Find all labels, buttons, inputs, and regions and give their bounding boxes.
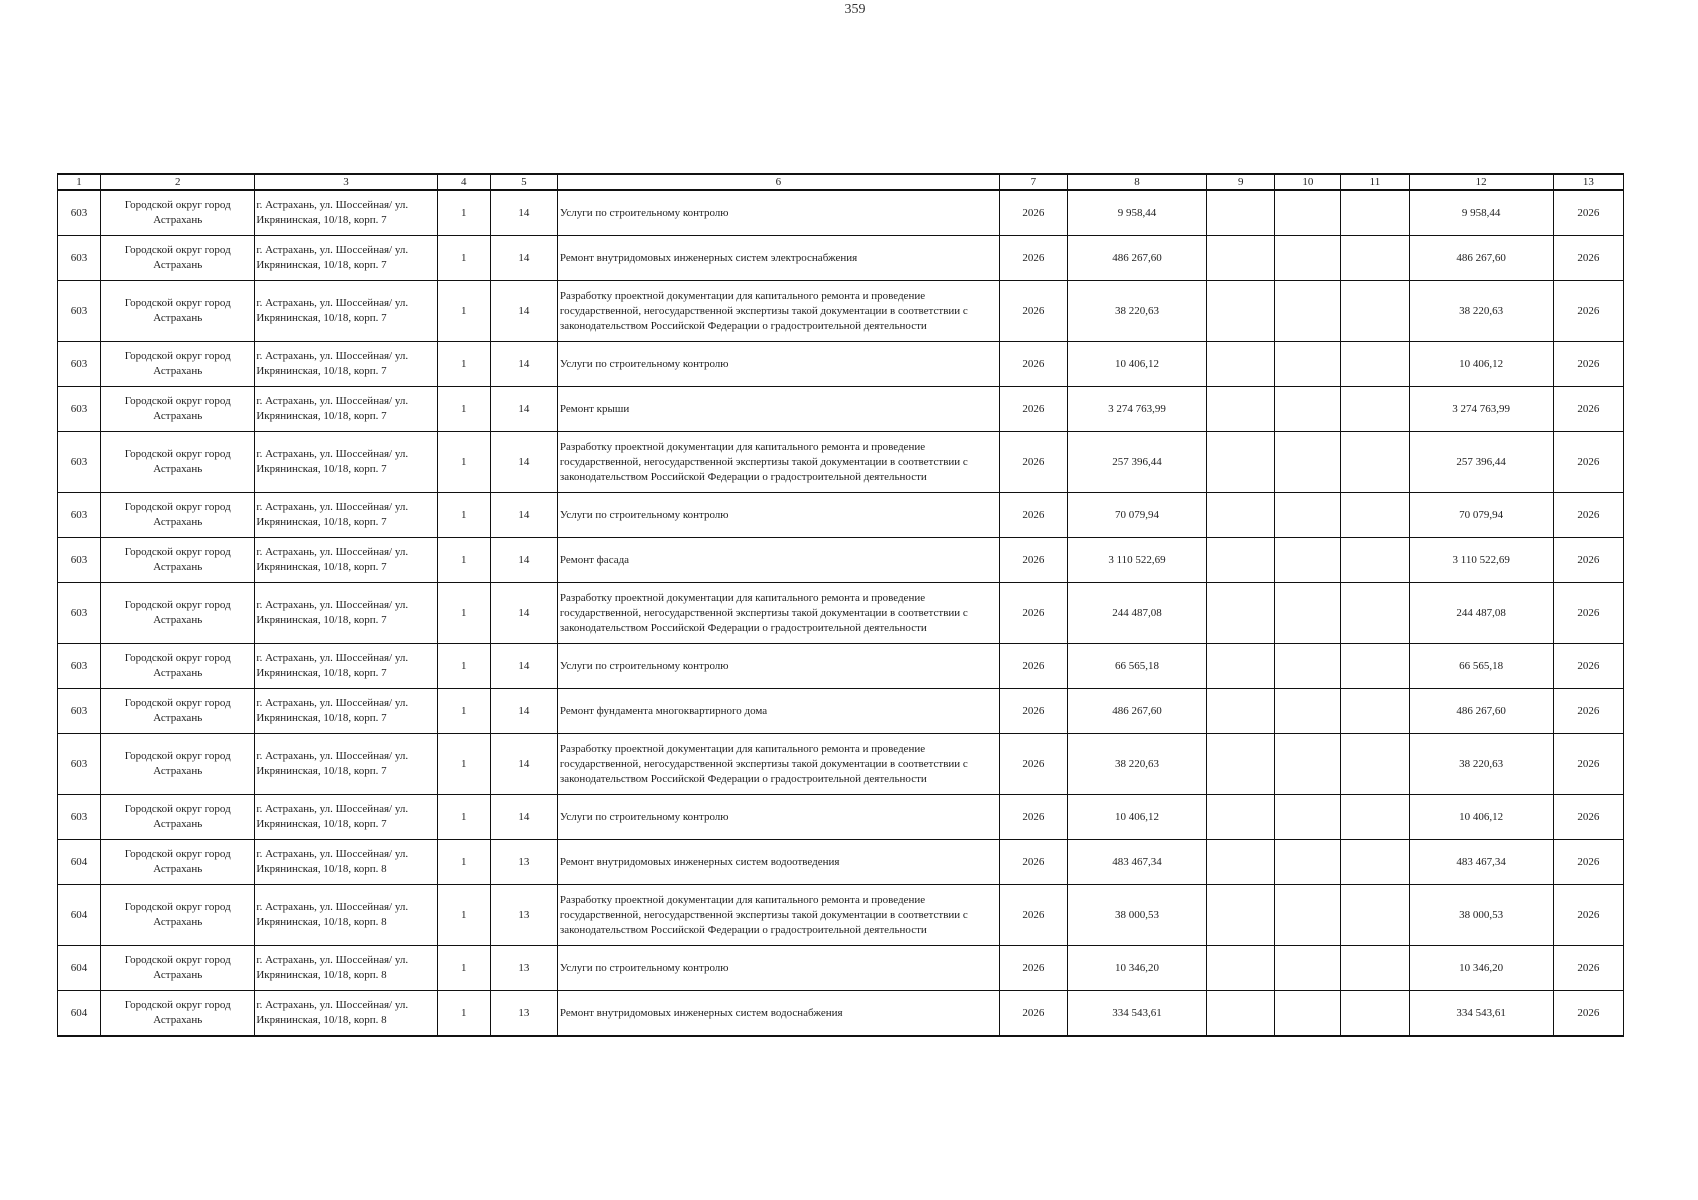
cell-col-8: 9 958,44 [1067, 190, 1206, 236]
cell-col-8: 244 487,08 [1067, 583, 1206, 644]
cell-col-1: 603 [58, 432, 101, 493]
cell-col-10 [1275, 538, 1341, 583]
cell-col-10 [1275, 885, 1341, 946]
table-row [58, 946, 1624, 991]
cell-col-9 [1207, 387, 1275, 432]
cell-col-1: 603 [58, 689, 101, 734]
cell-col-4: 1 [437, 795, 490, 840]
cell-col-7: 2026 [999, 689, 1067, 734]
cell-col-11 [1341, 538, 1409, 583]
cell-col-6: Ремонт фундамента многоквартирного дома [557, 689, 999, 734]
cell-col-7: 2026 [999, 236, 1067, 281]
table-row [58, 840, 1624, 885]
cell-col-6: Ремонт внутридомовых инженерных систем электроснабжения [557, 236, 999, 281]
cell-col-3: г. Астрахань, ул. Шоссейная/ ул. Икрянинская, 10/18, корп. 7 [255, 538, 437, 583]
cell-col-5: 14 [490, 795, 557, 840]
cell-col-4: 1 [437, 387, 490, 432]
cell-col-3: г. Астрахань, ул. Шоссейная/ ул. Икрянинская, 10/18, корп. 8 [255, 946, 437, 991]
cell-col-2: Городской округ город Астрахань [101, 493, 255, 538]
cell-col-9 [1207, 991, 1275, 1037]
cell-col-4: 1 [437, 689, 490, 734]
data-table [57, 173, 1624, 1037]
cell-col-3: г. Астрахань, ул. Шоссейная/ ул. Икрянинская, 10/18, корп. 7 [255, 583, 437, 644]
cell-col-6: Разработку проектной документации для капитального ремонта и проведение государственной, негосударственной экспертизы такой документации в соответствии с законодательством Российской Федерации о градостроительной деятельности [557, 432, 999, 493]
cell-col-10 [1275, 946, 1341, 991]
table-row [58, 190, 1624, 236]
cell-col-4: 1 [437, 644, 490, 689]
cell-col-12: 257 396,44 [1409, 432, 1553, 493]
cell-col-3: г. Астрахань, ул. Шоссейная/ ул. Икрянинская, 10/18, корп. 7 [255, 387, 437, 432]
cell-col-3: г. Астрахань, ул. Шоссейная/ ул. Икрянинская, 10/18, корп. 7 [255, 432, 437, 493]
table-row [58, 885, 1624, 946]
cell-col-7: 2026 [999, 387, 1067, 432]
column-header-4: 4 [437, 174, 490, 190]
cell-col-5: 14 [490, 734, 557, 795]
cell-col-1: 603 [58, 583, 101, 644]
cell-col-6: Услуги по строительному контролю [557, 644, 999, 689]
cell-col-10 [1275, 190, 1341, 236]
cell-col-5: 14 [490, 236, 557, 281]
cell-col-11 [1341, 342, 1409, 387]
cell-col-13: 2026 [1553, 281, 1623, 342]
cell-col-2: Городской округ город Астрахань [101, 342, 255, 387]
cell-col-10 [1275, 493, 1341, 538]
cell-col-8: 483 467,34 [1067, 840, 1206, 885]
table-container [57, 173, 1624, 1037]
cell-col-4: 1 [437, 885, 490, 946]
cell-col-8: 38 220,63 [1067, 281, 1206, 342]
cell-col-3: г. Астрахань, ул. Шоссейная/ ул. Икрянинская, 10/18, корп. 8 [255, 840, 437, 885]
column-header-7: 7 [999, 174, 1067, 190]
cell-col-13: 2026 [1553, 190, 1623, 236]
cell-col-5: 14 [490, 190, 557, 236]
cell-col-1: 603 [58, 538, 101, 583]
cell-col-2: Городской округ город Астрахань [101, 281, 255, 342]
cell-col-2: Городской округ город Астрахань [101, 885, 255, 946]
cell-col-11 [1341, 840, 1409, 885]
cell-col-13: 2026 [1553, 538, 1623, 583]
cell-col-12: 3 274 763,99 [1409, 387, 1553, 432]
cell-col-4: 1 [437, 538, 490, 583]
cell-col-3: г. Астрахань, ул. Шоссейная/ ул. Икрянинская, 10/18, корп. 7 [255, 281, 437, 342]
cell-col-7: 2026 [999, 991, 1067, 1037]
cell-col-11 [1341, 236, 1409, 281]
cell-col-9 [1207, 885, 1275, 946]
cell-col-12: 66 565,18 [1409, 644, 1553, 689]
cell-col-7: 2026 [999, 493, 1067, 538]
cell-col-7: 2026 [999, 432, 1067, 493]
cell-col-11 [1341, 946, 1409, 991]
cell-col-13: 2026 [1553, 734, 1623, 795]
cell-col-10 [1275, 734, 1341, 795]
cell-col-6: Разработку проектной документации для капитального ремонта и проведение государственной, негосударственной экспертизы такой документации в соответствии с законодательством Российской Федерации о градостроительной деятельности [557, 885, 999, 946]
column-header-13: 13 [1553, 174, 1623, 190]
cell-col-5: 13 [490, 840, 557, 885]
cell-col-5: 13 [490, 991, 557, 1037]
table-row [58, 281, 1624, 342]
cell-col-4: 1 [437, 493, 490, 538]
cell-col-10 [1275, 840, 1341, 885]
cell-col-8: 10 346,20 [1067, 946, 1206, 991]
cell-col-7: 2026 [999, 583, 1067, 644]
cell-col-8: 70 079,94 [1067, 493, 1206, 538]
cell-col-11 [1341, 432, 1409, 493]
cell-col-7: 2026 [999, 734, 1067, 795]
cell-col-3: г. Астрахань, ул. Шоссейная/ ул. Икрянинская, 10/18, корп. 7 [255, 644, 437, 689]
cell-col-11 [1341, 734, 1409, 795]
cell-col-9 [1207, 281, 1275, 342]
cell-col-5: 14 [490, 689, 557, 734]
cell-col-8: 257 396,44 [1067, 432, 1206, 493]
cell-col-10 [1275, 991, 1341, 1037]
cell-col-2: Городской округ город Астрахань [101, 538, 255, 583]
cell-col-13: 2026 [1553, 432, 1623, 493]
cell-col-12: 9 958,44 [1409, 190, 1553, 236]
table-body [58, 190, 1624, 1036]
cell-col-8: 3 110 522,69 [1067, 538, 1206, 583]
cell-col-10 [1275, 387, 1341, 432]
cell-col-1: 603 [58, 342, 101, 387]
cell-col-13: 2026 [1553, 689, 1623, 734]
cell-col-13: 2026 [1553, 493, 1623, 538]
column-header-6: 6 [557, 174, 999, 190]
cell-col-12: 10 406,12 [1409, 795, 1553, 840]
cell-col-7: 2026 [999, 281, 1067, 342]
cell-col-1: 603 [58, 190, 101, 236]
cell-col-12: 70 079,94 [1409, 493, 1553, 538]
column-header-5: 5 [490, 174, 557, 190]
cell-col-9 [1207, 734, 1275, 795]
cell-col-9 [1207, 946, 1275, 991]
cell-col-13: 2026 [1553, 644, 1623, 689]
cell-col-7: 2026 [999, 885, 1067, 946]
cell-col-3: г. Астрахань, ул. Шоссейная/ ул. Икрянинская, 10/18, корп. 8 [255, 885, 437, 946]
cell-col-12: 10 406,12 [1409, 342, 1553, 387]
cell-col-9 [1207, 689, 1275, 734]
cell-col-2: Городской округ город Астрахань [101, 734, 255, 795]
cell-col-1: 603 [58, 493, 101, 538]
cell-col-6: Разработку проектной документации для капитального ремонта и проведение государственной, негосударственной экспертизы такой документации в соответствии с законодательством Российской Федерации о градостроительной деятельности [557, 281, 999, 342]
cell-col-4: 1 [437, 991, 490, 1037]
cell-col-10 [1275, 644, 1341, 689]
cell-col-10 [1275, 795, 1341, 840]
cell-col-13: 2026 [1553, 236, 1623, 281]
cell-col-13: 2026 [1553, 795, 1623, 840]
cell-col-10 [1275, 689, 1341, 734]
cell-col-5: 14 [490, 538, 557, 583]
cell-col-9 [1207, 342, 1275, 387]
cell-col-3: г. Астрахань, ул. Шоссейная/ ул. Икрянинская, 10/18, корп. 7 [255, 734, 437, 795]
cell-col-11 [1341, 991, 1409, 1037]
cell-col-5: 14 [490, 493, 557, 538]
cell-col-3: г. Астрахань, ул. Шоссейная/ ул. Икрянинская, 10/18, корп. 8 [255, 991, 437, 1037]
cell-col-8: 10 406,12 [1067, 342, 1206, 387]
cell-col-9 [1207, 840, 1275, 885]
cell-col-1: 604 [58, 885, 101, 946]
cell-col-8: 486 267,60 [1067, 236, 1206, 281]
cell-col-9 [1207, 432, 1275, 493]
cell-col-8: 10 406,12 [1067, 795, 1206, 840]
table-row [58, 387, 1624, 432]
cell-col-2: Городской округ город Астрахань [101, 946, 255, 991]
cell-col-6: Ремонт крыши [557, 387, 999, 432]
table-row [58, 991, 1624, 1037]
cell-col-12: 486 267,60 [1409, 236, 1553, 281]
cell-col-12: 3 110 522,69 [1409, 538, 1553, 583]
column-header-3: 3 [255, 174, 437, 190]
column-header-8: 8 [1067, 174, 1206, 190]
table-row [58, 583, 1624, 644]
cell-col-5: 13 [490, 946, 557, 991]
column-header-9: 9 [1207, 174, 1275, 190]
cell-col-4: 1 [437, 734, 490, 795]
cell-col-1: 604 [58, 991, 101, 1037]
cell-col-12: 334 543,61 [1409, 991, 1553, 1037]
cell-col-12: 38 000,53 [1409, 885, 1553, 946]
cell-col-10 [1275, 583, 1341, 644]
cell-col-2: Городской округ город Астрахань [101, 991, 255, 1037]
cell-col-9 [1207, 644, 1275, 689]
cell-col-4: 1 [437, 432, 490, 493]
column-header-10: 10 [1275, 174, 1341, 190]
cell-col-13: 2026 [1553, 583, 1623, 644]
cell-col-11 [1341, 190, 1409, 236]
cell-col-11 [1341, 795, 1409, 840]
cell-col-2: Городской округ город Астрахань [101, 583, 255, 644]
cell-col-7: 2026 [999, 538, 1067, 583]
cell-col-6: Услуги по строительному контролю [557, 946, 999, 991]
cell-col-10 [1275, 432, 1341, 493]
cell-col-5: 14 [490, 644, 557, 689]
page-number: 359 [844, 2, 866, 17]
cell-col-6: Ремонт фасада [557, 538, 999, 583]
cell-col-9 [1207, 583, 1275, 644]
cell-col-1: 604 [58, 840, 101, 885]
cell-col-11 [1341, 583, 1409, 644]
cell-col-6: Ремонт внутридомовых инженерных систем водоотведения [557, 840, 999, 885]
cell-col-7: 2026 [999, 190, 1067, 236]
cell-col-4: 1 [437, 190, 490, 236]
cell-col-4: 1 [437, 342, 490, 387]
table-row [58, 689, 1624, 734]
cell-col-13: 2026 [1553, 991, 1623, 1037]
cell-col-2: Городской округ город Астрахань [101, 689, 255, 734]
cell-col-5: 13 [490, 885, 557, 946]
cell-col-3: г. Астрахань, ул. Шоссейная/ ул. Икрянинская, 10/18, корп. 7 [255, 342, 437, 387]
cell-col-9 [1207, 493, 1275, 538]
cell-col-2: Городской округ город Астрахань [101, 840, 255, 885]
cell-col-5: 14 [490, 342, 557, 387]
table-row [58, 342, 1624, 387]
cell-col-1: 603 [58, 644, 101, 689]
cell-col-10 [1275, 236, 1341, 281]
cell-col-10 [1275, 281, 1341, 342]
column-header-11: 11 [1341, 174, 1409, 190]
table-row [58, 795, 1624, 840]
cell-col-13: 2026 [1553, 387, 1623, 432]
cell-col-8: 38 220,63 [1067, 734, 1206, 795]
cell-col-5: 14 [490, 432, 557, 493]
cell-col-6: Услуги по строительному контролю [557, 795, 999, 840]
cell-col-7: 2026 [999, 840, 1067, 885]
column-header-2: 2 [101, 174, 255, 190]
column-header-12: 12 [1409, 174, 1553, 190]
cell-col-5: 14 [490, 583, 557, 644]
cell-col-12: 10 346,20 [1409, 946, 1553, 991]
cell-col-11 [1341, 885, 1409, 946]
cell-col-4: 1 [437, 583, 490, 644]
cell-col-2: Городской округ город Астрахань [101, 387, 255, 432]
cell-col-6: Разработку проектной документации для капитального ремонта и проведение государственной, негосударственной экспертизы такой документации в соответствии с законодательством Российской Федерации о градостроительной деятельности [557, 583, 999, 644]
table-row [58, 538, 1624, 583]
cell-col-5: 14 [490, 281, 557, 342]
cell-col-7: 2026 [999, 946, 1067, 991]
cell-col-13: 2026 [1553, 946, 1623, 991]
cell-col-8: 334 543,61 [1067, 991, 1206, 1037]
table-row [58, 236, 1624, 281]
cell-col-3: г. Астрахань, ул. Шоссейная/ ул. Икрянинская, 10/18, корп. 7 [255, 236, 437, 281]
cell-col-11 [1341, 493, 1409, 538]
cell-col-5: 14 [490, 387, 557, 432]
cell-col-4: 1 [437, 946, 490, 991]
cell-col-1: 603 [58, 281, 101, 342]
cell-col-8: 486 267,60 [1067, 689, 1206, 734]
cell-col-11 [1341, 689, 1409, 734]
cell-col-12: 486 267,60 [1409, 689, 1553, 734]
cell-col-11 [1341, 281, 1409, 342]
cell-col-1: 603 [58, 734, 101, 795]
cell-col-10 [1275, 342, 1341, 387]
cell-col-3: г. Астрахань, ул. Шоссейная/ ул. Икрянинская, 10/18, корп. 7 [255, 795, 437, 840]
cell-col-3: г. Астрахань, ул. Шоссейная/ ул. Икрянинская, 10/18, корп. 7 [255, 190, 437, 236]
cell-col-6: Ремонт внутридомовых инженерных систем водоснабжения [557, 991, 999, 1037]
table-row [58, 493, 1624, 538]
cell-col-7: 2026 [999, 644, 1067, 689]
cell-col-7: 2026 [999, 342, 1067, 387]
cell-col-2: Городской округ город Астрахань [101, 236, 255, 281]
cell-col-13: 2026 [1553, 840, 1623, 885]
cell-col-9 [1207, 538, 1275, 583]
cell-col-3: г. Астрахань, ул. Шоссейная/ ул. Икрянинская, 10/18, корп. 7 [255, 689, 437, 734]
cell-col-7: 2026 [999, 795, 1067, 840]
cell-col-12: 38 220,63 [1409, 734, 1553, 795]
table-row [58, 644, 1624, 689]
cell-col-4: 1 [437, 236, 490, 281]
cell-col-4: 1 [437, 840, 490, 885]
table-row [58, 432, 1624, 493]
cell-col-11 [1341, 644, 1409, 689]
cell-col-8: 38 000,53 [1067, 885, 1206, 946]
cell-col-12: 244 487,08 [1409, 583, 1553, 644]
cell-col-1: 603 [58, 387, 101, 432]
cell-col-1: 603 [58, 236, 101, 281]
cell-col-6: Услуги по строительному контролю [557, 190, 999, 236]
cell-col-9 [1207, 190, 1275, 236]
cell-col-6: Услуги по строительному контролю [557, 342, 999, 387]
cell-col-13: 2026 [1553, 342, 1623, 387]
cell-col-6: Разработку проектной документации для капитального ремонта и проведение государственной, негосударственной экспертизы такой документации в соответствии с законодательством Российской Федерации о градостроительной деятельности [557, 734, 999, 795]
cell-col-1: 603 [58, 795, 101, 840]
header-row [58, 174, 1624, 190]
cell-col-4: 1 [437, 281, 490, 342]
cell-col-12: 483 467,34 [1409, 840, 1553, 885]
cell-col-2: Городской округ город Астрахань [101, 432, 255, 493]
cell-col-9 [1207, 236, 1275, 281]
cell-col-8: 3 274 763,99 [1067, 387, 1206, 432]
cell-col-1: 604 [58, 946, 101, 991]
cell-col-2: Городской округ город Астрахань [101, 190, 255, 236]
table-row [58, 734, 1624, 795]
cell-col-9 [1207, 795, 1275, 840]
cell-col-12: 38 220,63 [1409, 281, 1553, 342]
cell-col-3: г. Астрахань, ул. Шоссейная/ ул. Икрянинская, 10/18, корп. 7 [255, 493, 437, 538]
column-header-1: 1 [58, 174, 101, 190]
cell-col-2: Городской округ город Астрахань [101, 644, 255, 689]
cell-col-2: Городской округ город Астрахань [101, 795, 255, 840]
cell-col-13: 2026 [1553, 885, 1623, 946]
cell-col-8: 66 565,18 [1067, 644, 1206, 689]
cell-col-11 [1341, 387, 1409, 432]
cell-col-6: Услуги по строительному контролю [557, 493, 999, 538]
